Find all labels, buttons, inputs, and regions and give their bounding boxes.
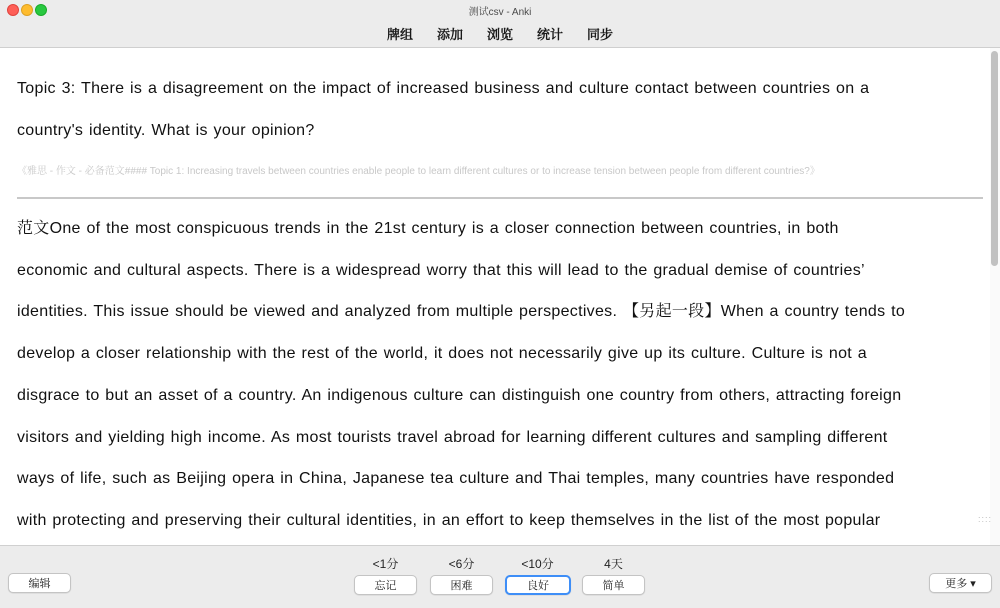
toolbar-decks[interactable]: 牌组: [386, 27, 413, 42]
more-button[interactable]: 更多 ▾: [929, 573, 992, 593]
card-question: [17, 68, 967, 152]
answer-line: disgrace to but an asset of a country. An indigenous culture can distinguish one country from others, attracting foreign: [17, 386, 902, 404]
resize-grip-icon: ::::: [978, 514, 993, 524]
toolbar-add[interactable]: 添加: [436, 27, 463, 42]
answer-line: develop a closer relationship with the rest of the world, it does not necessarily give up its culture. Culture is not a: [17, 345, 867, 363]
answer-line: with protecting and preserving their cultural identities, in an effort to keep themselves in the list of the most popular: [17, 511, 881, 529]
hard-button[interactable]: 困难: [430, 575, 493, 595]
question-line: country's identity. What is your opinion?: [17, 122, 315, 139]
main-toolbar: [0, 20, 1000, 48]
toolbar-stats[interactable]: 统计: [537, 27, 564, 42]
vertical-scrollbar[interactable]: [990, 48, 1000, 545]
review-bottom-bar: [0, 545, 1000, 608]
due-hard: <6分: [448, 557, 475, 571]
window-title: 测试csv - Anki: [468, 7, 532, 18]
again-button[interactable]: 忘记: [354, 575, 417, 595]
title-bar: [0, 0, 1000, 20]
toolbar-browse[interactable]: 浏览: [486, 27, 513, 42]
due-good: <10分: [521, 557, 554, 571]
good-button[interactable]: 良好: [505, 575, 571, 595]
scrollbar-thumb[interactable]: [991, 51, 998, 266]
card-source-hint: 《雅思 - 作文 - 必备范文#### Topic 1: Increasing travels between countries enable people to learn different cultures or to increase tension between people from different countries?》: [17, 166, 820, 177]
answer-divider: [17, 197, 983, 199]
answer-line: ways of life, such as Beijing opera in China, Japanese tea culture and Thai temples, many countries have responded: [17, 470, 895, 488]
due-easy: 4天: [604, 557, 623, 571]
toolbar-sync[interactable]: 同步: [587, 27, 614, 42]
answer-line: economic and cultural aspects. There is a widespread worry that this will lead to the gradual demise of countries’: [17, 261, 865, 279]
easy-button[interactable]: 简单: [582, 575, 645, 595]
edit-button[interactable]: 编辑: [8, 573, 71, 593]
card-webview: [0, 48, 993, 545]
due-again: <1分: [372, 557, 399, 571]
answer-line: identities. This issue should be viewed and analyzed from multiple perspectives. 【另起一段】When a country tends to: [17, 303, 906, 321]
card-answer: [17, 208, 977, 542]
question-line: Topic 3: There is a disagreement on the impact of increased business and culture contact between countries on a: [17, 80, 870, 97]
answer-line: 范文One of the most conspicuous trends in the 21st century is a closer connection between countries, in both: [17, 220, 839, 237]
answer-line: visitors and yielding high income. As most tourists travel abroad for learning different cultures and sampling different: [17, 428, 888, 446]
